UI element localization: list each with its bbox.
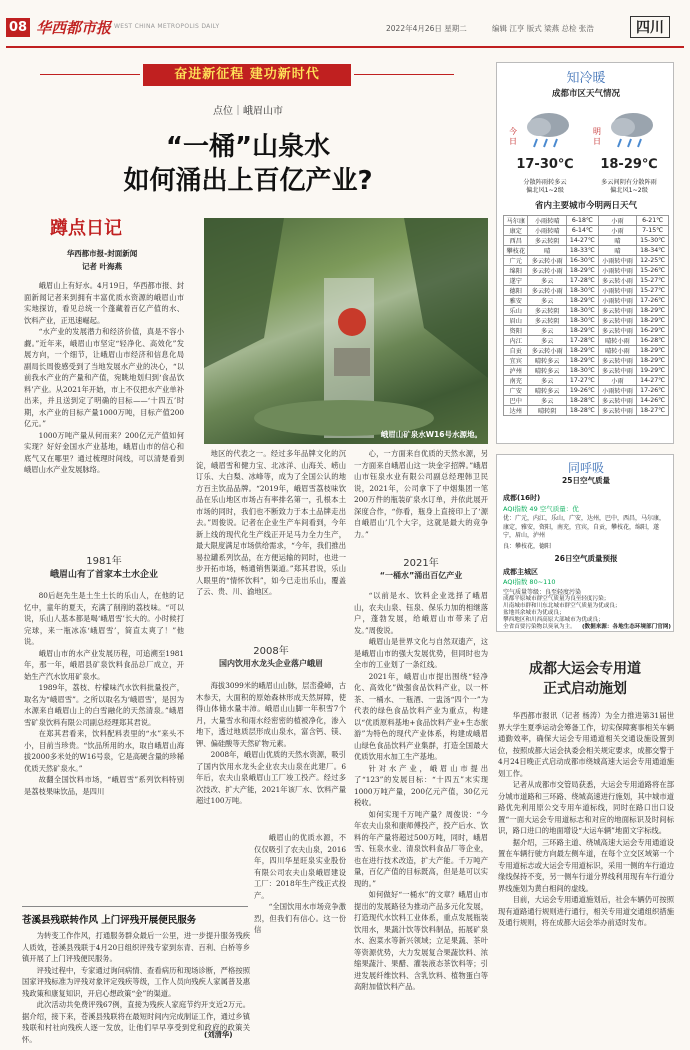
- weather-cell: 17-27℃: [567, 376, 599, 386]
- weather-cell: 乐山: [504, 306, 528, 316]
- city-weather-table: [503, 215, 669, 416]
- weather-cell: 15-27℃: [637, 286, 669, 296]
- air-city2: 成都主城区: [503, 568, 538, 576]
- weather-cell: 19-26℃: [567, 386, 599, 396]
- weather-cell: 小雨转中雨: [598, 256, 637, 266]
- weather-cell: 17-26℃: [637, 296, 669, 306]
- section-2021-title: “一桶水”涌出百亿产业: [379, 571, 463, 580]
- banner-rule-left: [40, 74, 140, 75]
- weather-row: [504, 346, 669, 356]
- weather-cell: 18-28℃: [567, 396, 599, 406]
- column-org: 华西都市报-封面新闻: [66, 249, 138, 258]
- weather-cell: 6-14℃: [567, 226, 599, 236]
- weather-cell: 17-28℃: [567, 276, 599, 286]
- weather-cell: 18-29℃: [637, 356, 669, 366]
- weather-cell: 广元: [504, 256, 528, 266]
- air-level1b: 良：攀枝花，德阳: [503, 543, 552, 550]
- tomorrow-temp: 18-29℃: [600, 157, 658, 172]
- weather-title: 成都市区天气情况: [551, 89, 620, 99]
- weather-cell: 巴中: [504, 396, 528, 406]
- weather-cell: 小雨: [598, 376, 637, 386]
- air-box: [496, 454, 674, 632]
- rain-cloud-icon: [523, 107, 573, 153]
- tomorrow-desc: 多云间阴有分散阵雨: [601, 179, 657, 186]
- weather-cell: 18-30℃: [567, 286, 599, 296]
- weather-row: [504, 236, 669, 246]
- weather-cell: 16-29℃: [637, 326, 669, 336]
- paper-logo-en: WEST CHINA METROPOLIS DAILY: [114, 23, 220, 30]
- weather-cell: 多云: [528, 376, 567, 386]
- air-forecast-line-4: 攀西地区和川西高原大部城市为优或良；: [503, 617, 604, 623]
- section-1981-year: 1981年: [86, 556, 122, 567]
- bottom-article-author: (刘清华): [204, 1030, 233, 1039]
- weather-cell: 多云转中雨: [598, 366, 637, 376]
- games-title-2: 正式启动施划: [543, 681, 627, 697]
- weather-cell: 多云转中雨: [598, 326, 637, 336]
- weather-cell: 晴: [598, 236, 637, 246]
- paper-logo: 华西都市报: [36, 19, 112, 37]
- weather-cell: 15-30℃: [637, 236, 669, 246]
- air-forecast-line-2: 川南城市群和川东北城市群空气质量为优或良；: [503, 603, 621, 609]
- intro-text: 峨眉山上有好水。4月19日，华西都市报、封面新闻记者来到拥有丰富优质水资源的峨眉山市实地探访，看见总统一个蓬藏着百亿产值的水、饮料产业，正迅速崛起。 “水产业的发展潜力和经济价值，真是不容小觑。”近年来，峨眉山市坚定“轻净化、高效化”发展方向，一个细节，让峨眉山市经济和信息化局副局长周俊感受到了当地发展水产业的决心，“以前我水产业的产量和产值，宛眺地划归到‘食品饮料’产业。从2021年开始，市上不仅把水产业单补出来，并且送到定了明确的目标——‘十四五’时期，水产业的目标产量1000万吨，目标产值200亿元。” 1000万吨产量从何而来？200亿元产值如何实现？好好金国水产业基地，峨眉山市的信心和底气又在哪里？通过梳理时间线，可以清楚看到峨眉山水产业发展脉络。: [24, 281, 184, 474]
- weather-cell: 多云转小雨: [598, 276, 637, 286]
- weather-cell: 多云: [528, 396, 567, 406]
- weather-row: [504, 406, 669, 416]
- weather-cell: 18-30℃: [567, 306, 599, 316]
- rain-cloud-icon-2: [607, 107, 657, 153]
- headline-line1: “一桶”山泉水: [165, 132, 331, 162]
- weather-cell: 遂宁: [504, 276, 528, 286]
- banner: 奋进新征程 建功新时代: [143, 64, 351, 86]
- air-level1: 优：广元，内江，乐山，广安，达州，巴中，西昌，马尔康，康定，雅安，资阳，南充，宜宾，自贡，攀枝花，绵阳，遂宁，眉山，泸州: [503, 515, 666, 539]
- section-2008-body-b: 峨眉山的优质水源，不仅仅吸引了农夫山泉，2016年，四川华星旺泉实业股份有限公司农夫山泉峨眉建设工厂：2018年生产线正式投产。 “全国饮用水市场竞争激烈，但我们有信心。这一份信: [254, 833, 346, 934]
- weather-cell: 小雨: [598, 216, 637, 226]
- weather-cell: 12-25℃: [637, 256, 669, 266]
- weather-cell: 小雨转晴: [528, 226, 567, 236]
- weather-box: [496, 62, 674, 444]
- weather-cell: 泸州: [504, 366, 528, 376]
- weather-row: [504, 276, 669, 286]
- weather-cell: 小雨转中雨: [598, 296, 637, 306]
- weather-cell: 南充: [504, 376, 528, 386]
- column-title: 蹲点日记: [50, 218, 122, 239]
- weather-cell: 眉山: [504, 316, 528, 326]
- weather-cell: 19-29℃: [637, 366, 669, 376]
- section-2008-title: 国内饮用水龙头企业落户峨眉: [219, 659, 323, 668]
- column-reporter: 记者 叶海燕: [81, 262, 123, 271]
- weather-cell: 多云: [528, 296, 567, 306]
- today-desc: 分散阵雨转多云: [523, 179, 567, 186]
- weather-cell: 多云转中雨: [598, 356, 637, 366]
- weather-cell: 康定: [504, 226, 528, 236]
- weather-cell: 18-29℃: [567, 346, 599, 356]
- weather-cell: 晴转小雨: [598, 346, 637, 356]
- weather-cell: 多云转阴: [528, 306, 567, 316]
- weather-cell: 晴转小雨: [598, 336, 637, 346]
- air-aqi2: AQI指数 80~110: [503, 578, 556, 586]
- masthead: [6, 14, 684, 48]
- weather-cell: 15-26℃: [637, 266, 669, 276]
- weather-cell: 多云转阴: [528, 316, 567, 326]
- bottom-article-body: 为转变工作作风，打通服务群众最后一公里，进一步提升服务残疾人质效，苍溪县残联于4月20日组织评残专家到东青、百利、白桥等乡镇开展了上门评残便民服务。 评残过程中，专家通过询问病情、查看病历和现场诊断，严格按照国家评残标准为评残对象评定残疾等级，工作人员向残疾人家属普及惠残政策和康复知识，开启心想政策“金”的渠道。 此次活动共免费评残67例，直接为残疾人家庭节约开支近2万元。据介绍，接下来，苍溪县残联将在最短时间内完成制证工作，通过乡镇残联和村社向残疾人逐一发放，让他们早早享受到党和政府的政策关怀。: [22, 931, 250, 1044]
- section-2021-body: “以前是水、饮料企业选择了峨眉山，农夫山泉、钰泉、保乐力加的相继落户，蓬勃发展，给峨眉山市带来了启发。”周俊说。 峨眉山是世界文化与自然双遗产，这是峨眉山市的强大发展优势，但同时也为全市的工业划了一条红线。 2021年，峨眉山市提出围绕“轻净化、高效化”做强食品饮料产业，以一杯茶、一桶水、一瓶酒、一盅汤“四个一”为代表的绿色食品饮料产业为重点，构建以“优质原料基地+食品饮料产业+生态旅游”为特色的现代产业体系，构建成峨眉山绿色食品饮料产业集群，打造全国最大优质饮用水加工生产基地。 针对水产业，峨眉山市提出了“123”的发展目标：“十四五”末实现1000万吨产量，200亿元产值，30亿元税收。 如何实现千万吨产量？周俊说：“今年农夫山泉和康师傅投产，投产后水、饮料的年产量将超过500万吨，同时，峨眉雪、钰泉水业、清泉饮料食品厂等企业，也在进行技术改造，扩大产能。千万吨产量，百亿产值的目标既高，但是是可以实现的。” 如何做好“一桶水”的文章？峨眉山市提出的发展路径为推动产品多元化发展，打造现代水饮料工业体系，重点发展瓶装饮用水，果蔬汁饮等饮料制品，拓展矿泉水、泡菜水等新兴领域；立足果蔬、茶叶等资源优势，大力发展复合果蔬饮料、浓缩果蔬汁、果醋、灌装液态茶饮料等；引进发展纤维饮料、含乳饮料、植物蛋白等高附加值饮料产品。: [354, 591, 488, 991]
- weather-cell: 17-28℃: [567, 336, 599, 346]
- weather-cell: 内江: [504, 336, 528, 346]
- weather-banner: 知冷暖: [566, 71, 606, 86]
- air-city1: 成都(16时): [503, 494, 541, 502]
- air-level2: 空气质量等级：良至轻度污染: [503, 589, 582, 596]
- section-name: 四川: [630, 16, 670, 38]
- weather-cell: 18-29℃: [567, 296, 599, 306]
- air-day2-title: 26日空气质量预报: [554, 554, 618, 563]
- section-2021-year: 2021年: [403, 558, 439, 569]
- section-2008-body-a: 海拔3099米的峨眉山山脉，层峦叠嶂，古木参天，大面积的原始森林形成天然屏障，使得山体储水量丰沛。峨眉山山脚一年积雪7个月，大量雪水和雨水经密密的植被净化，渗入地下，透过地质层形成山泉水，富含钙、镁、钾、偏硅酸等天然矿物元素。 2008年，峨眉山优质的天然水资源，吸引了国内饮用水龙头企业农夫山泉在此建厂。6年后，农夫山泉峨眉山工厂竣工投产。经过多次技改、扩大产能，2021年该厂水、饮料产量超过100万吨。: [196, 681, 346, 805]
- today-wind: 偏北风1~2级: [526, 187, 564, 194]
- weather-row: [504, 396, 669, 406]
- weather-cell: 多云转阴: [528, 236, 567, 246]
- weather-cell: 18-28℃: [567, 406, 599, 416]
- bottom-divider: [22, 906, 248, 907]
- weather-row: [504, 296, 669, 306]
- weather-cell: 晴: [598, 246, 637, 256]
- weather-row: [504, 326, 669, 336]
- point-label: 点位｜峨眉山市: [213, 106, 283, 117]
- weather-cell: 小雨转中雨: [598, 286, 637, 296]
- weather-cell: 18-27℃: [637, 406, 669, 416]
- weather-cell: 多云转小雨: [528, 346, 567, 356]
- weather-cell: 14-26℃: [637, 396, 669, 406]
- photo-caption: 峨眉山矿泉水W16号水源地。: [380, 430, 482, 439]
- banner-rule-right: [354, 74, 454, 75]
- bottom-article-title: 苍溪县残联转作风 上门评残开展便民服务: [22, 915, 197, 926]
- city-table-title: 省内主要城市今明两日天气: [534, 201, 637, 211]
- weather-cell: 雅安: [504, 296, 528, 306]
- weather-cell: 多云转中雨: [598, 306, 637, 316]
- weather-cell: 14-27℃: [567, 236, 599, 246]
- weather-cell: 多云转小雨: [528, 286, 567, 296]
- weather-cell: 16-30℃: [567, 256, 599, 266]
- weather-row: [504, 216, 669, 226]
- tomorrow-label: 明日: [593, 127, 601, 146]
- col3-top-text: 心，一方面来自优质的天然水源，另一方面来自峨眉山这一块金字招牌。”峨眉山市钰泉水业有限公司副总经理韩卫民说，2021年，公司拿下了中烟集团一笔200万件的瓶装矿泉水订单，并依此展开深度合作，“你看，瓶身上直接印上了‘源自峨眉山’几个大字，这就是最大的竞争力。”: [354, 449, 488, 539]
- weather-cell: 达州: [504, 406, 528, 416]
- weather-cell: 德阳: [504, 286, 528, 296]
- weather-cell: 6-21℃: [637, 216, 669, 226]
- weather-cell: 多云: [528, 326, 567, 336]
- weather-cell: 多云转中雨: [598, 396, 637, 406]
- weather-cell: 多云: [528, 336, 567, 346]
- weather-cell: 绵阳: [504, 266, 528, 276]
- section-2008-year: 2008年: [253, 646, 289, 657]
- headline-line2: 如何涌出上百亿产业?: [123, 166, 373, 196]
- weather-cell: 多云转中雨: [598, 316, 637, 326]
- weather-cell: 晴: [528, 246, 567, 256]
- weather-cell: 14-27℃: [637, 376, 669, 386]
- weather-cell: 攀枝花: [504, 246, 528, 256]
- weather-cell: 晴转多云: [528, 356, 567, 366]
- weather-row: [504, 366, 669, 376]
- weather-cell: 18-29℃: [637, 346, 669, 356]
- weather-cell: 多云转小雨: [528, 256, 567, 266]
- weather-cell: 小雨转晴: [528, 216, 567, 226]
- air-forecast-line-5: 全省首要污染物以臭氧为主。: [503, 624, 576, 630]
- today-temp: 17-30℃: [516, 157, 574, 172]
- weather-cell: 晴转多云: [528, 386, 567, 396]
- weather-cell: 多云转中雨: [598, 406, 637, 416]
- weather-cell: 多云转小雨: [528, 266, 567, 276]
- weather-cell: 小雨转中雨: [598, 386, 637, 396]
- news-photo: [204, 218, 488, 444]
- weather-row: [504, 376, 669, 386]
- weather-cell: 小雨转中雨: [598, 266, 637, 276]
- weather-cell: 多云: [528, 276, 567, 286]
- weather-row: [504, 286, 669, 296]
- air-banner: 同呼吸: [567, 461, 604, 475]
- weather-cell: 18-34℃: [637, 246, 669, 256]
- weather-cell: 18-29℃: [637, 306, 669, 316]
- weather-cell: 宜宾: [504, 356, 528, 366]
- weather-row: [504, 246, 669, 256]
- tomorrow-wind: 偏北风1~2级: [610, 187, 648, 194]
- weather-cell: 18-29℃: [637, 316, 669, 326]
- weather-cell: 18-29℃: [567, 266, 599, 276]
- air-forecast-line-1: 成都平原城市群空气质量为良至轻度污染；: [503, 596, 610, 602]
- section-1981-title: 峨眉山有了首家本土水企业: [49, 570, 158, 580]
- weather-cell: 7-15℃: [637, 226, 669, 236]
- weather-cell: 晴转多云: [528, 366, 567, 376]
- weather-cell: 18-33℃: [567, 246, 599, 256]
- games-body: 华西都市报讯（记者 杨涛）为全力推进第31届世界大学生夏季运动会筹备工作，切实保障赛事相关车辆通勤效率，确保大运会专用通道相关交通设施设置到位，按照成都大运会执委会相关规定要求，成都交警于4月24日晚正式启动成都市绕城高速大运会专用通道施划工作。 记者从成都市交管局获悉，大运会专用道路将在部分城市道路和三环路、绕城高速进行施划，其中城市道路优先利用原公交专用车道标线，同时在路口出口设置“一面大运会专用道标志和对应的地面标识及时间标识，路口进口的地面增设“大运车辆”地面文字标线。 据介绍，三环路主道、绕城高速大运会专用通道设置在车辆行驶方向最左侧车道，在每个立交区域第一个专用道标志或大运会专用道标识，采用一侧的车行道边缘线保持不变，另一侧车行道分界线利用现有车行道分界线施划为黄白相间的虚线。 目前，大运会专用通道施划后，社会车辆仍可按照现有道路通行规则进行通行，相关专用道交通组织措施及通行规则，将在成都大运会举办前适时发布。: [498, 711, 674, 927]
- issue-date: 2022年4月26日 星期二: [386, 24, 467, 33]
- weather-row: [504, 226, 669, 236]
- weather-cell: 自贡: [504, 346, 528, 356]
- weather-cell: 17-26℃: [637, 386, 669, 396]
- weather-cell: 晴转阴: [528, 406, 567, 416]
- weather-row: [504, 336, 669, 346]
- weather-row: [504, 316, 669, 326]
- weather-cell: 小雨: [598, 226, 637, 236]
- weather-row: [504, 266, 669, 276]
- weather-cell: 18-30℃: [567, 316, 599, 326]
- weather-cell: 15-27℃: [637, 276, 669, 286]
- weather-row: [504, 386, 669, 396]
- air-day1-title: 25日空气质量: [562, 476, 610, 485]
- weather-cell: 18-29℃: [567, 356, 599, 366]
- air-forecast-line-3: 盆地其余城市为优或良；: [503, 610, 565, 616]
- weather-cell: 资阳: [504, 326, 528, 336]
- today-label: 今日: [509, 127, 517, 146]
- landscape-illustration: [204, 218, 488, 444]
- weather-cell: 马尔康: [504, 216, 528, 226]
- weather-cell: 16-28℃: [637, 336, 669, 346]
- air-aqi1: AQI指数 49 空气质量：优: [503, 505, 579, 513]
- weather-cell: 6-18℃: [567, 216, 599, 226]
- col2-top-text: 地区的代表之一。经过多年品牌文化的沉淀，峨眉雪和健力宝、北冰洋、山海关、崂山订乐、大白梨、冰峰等，成为了全国公认的地方百主饮品品牌。“2019年，峨眉雪荔枝味饮品在乐山地区市场占有率排名第一，孔根本土市场的同时，我们也不断致力于本土品牌走出去。”周俊说。记者在企业生产车间看到，今年新上线的现代化生产线正开足马力全力生产，最大限度满足市场供给需求，“今年，我们推出易拉罐系列饮品，在方便运输的同时，也进一步开拓市场，畅通销售渠道。”郑其君说，乐山人眼里的“情怀饮料”，如今已走出乐山，覆盖了云、贵、川、渝地区。: [196, 449, 346, 596]
- page-number: 08: [6, 18, 30, 37]
- weather-cell: 西昌: [504, 236, 528, 246]
- games-title-1: 成都大运会专用道: [529, 661, 641, 677]
- weather-row: [504, 306, 669, 316]
- weather-row: [504, 256, 669, 266]
- weather-cell: 18-30℃: [567, 366, 599, 376]
- air-source: (数据来源：各地生态环境部门官网): [581, 624, 671, 630]
- editors: 编辑 江亨 版式 梁燕 总检 张浩: [492, 24, 594, 33]
- section-1981-body: 80后赵先生是土生土长的乐山人，在他的记忆中，童年的夏天，充满了削削的荔枝味。“可以说，乐山人基本都是喝‘峨眉雪’长大的。小时候打完球，来一瓶冰冻‘峨眉雪’，简直太爽了！”他说。 峨眉山市的水产业发展历程，可追溯至1981年，那一年，峨眉县矿泉饮料食品总厂成立，开始生产汽水饮用矿泉水。 1989年，荔枝、柠檬味汽水饮料批量投产，取名为“峨眉雪”。之所以取名为‘峨眉雪’，是因为水源来自峨眉山上的白雪融化的天然清泉。”峨眉雪矿泉饮料有限公司副总经理郑其君说。 在郑其君看来，饮料配料表里的“水”来头不小，目前当珍贵。“饮品所用的水，取自峨眉山海拔2000多米处的W16号泉，它是高硬含量的珍稀优质天然矿泉水。” 故翻全国饮料市场，“峨眉雪”系列饮料特别是荔枝果味饮品，是四川: [24, 591, 184, 796]
- weather-cell: 广安: [504, 386, 528, 396]
- weather-row: [504, 356, 669, 366]
- weather-cell: 18-29℃: [567, 326, 599, 336]
